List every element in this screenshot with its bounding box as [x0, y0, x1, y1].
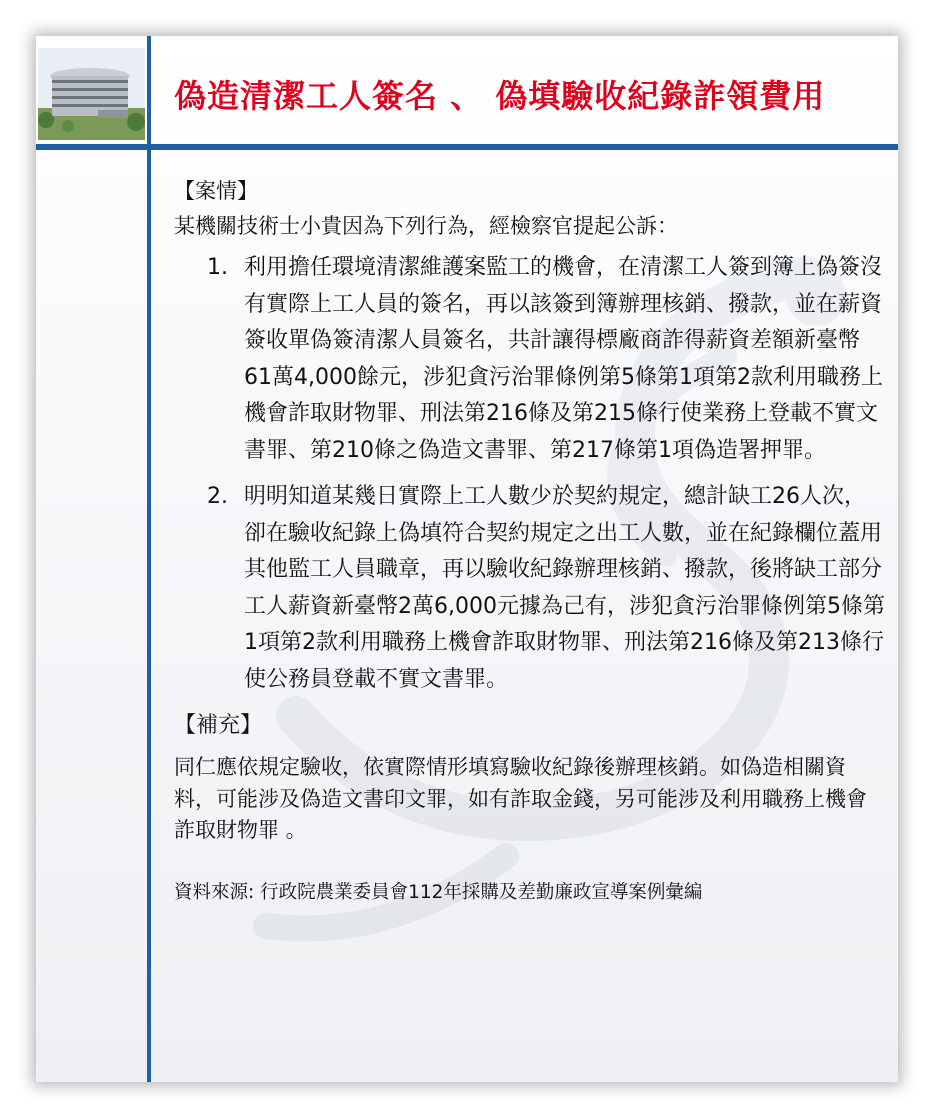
page-title: 偽造清潔工人簽名 、 偽填驗收紀錄詐領費用 — [174, 77, 826, 115]
building-logo — [38, 48, 145, 140]
list-item-number: 1. — [207, 255, 228, 280]
source-citation: 資料來源: 行政院農業委員會112年採購及差勤廉政宣導案例彙編 — [174, 881, 703, 903]
content-body — [174, 174, 886, 907]
document-card — [36, 36, 898, 1082]
case-list — [174, 250, 886, 698]
list-item — [174, 479, 886, 698]
supplement-text: 同仁應依規定驗收，依實際情形填寫驗收紀錄後辦理核銷。如偽造相關資料，可能涉及偽造文書印文罪，如有詐取金錢，另可能涉及利用職務上機會詐取財物罪 。 — [174, 755, 867, 842]
vertical-accent-bar — [147, 36, 151, 1082]
list-item-text: 明明知道某幾日實際上工人數少於契約規定，總計缺工26人次，卻在驗收紀錄上偽填符合契約規定之出工人數，並在紀錄欄位蓋用其他監工人員職章，再以驗收紀錄辦理核銷、撥款，後將缺工部分工人薪資新臺幣2萬6,000元據為己有，涉犯貪污治罪條例第5條第1項第2款利用職務上機會詐取財物罪、刑法第216條及第213條行使公務員登載不實文書罪。 — [244, 484, 885, 692]
case-intro: 某機關技術士小貴因為下列行為，經檢察官提起公訴： — [174, 214, 678, 238]
horizontal-accent-bar — [36, 144, 898, 150]
list-item — [174, 250, 886, 469]
case-heading: 【案情】 — [174, 179, 258, 203]
supplement-heading: 【補充】 — [174, 713, 263, 738]
list-item-number: 2. — [207, 484, 228, 509]
list-item-text: 利用擔任環境清潔維護案監工的機會，在清潔工人簽到簿上偽簽沒有實際上工人員的簽名，再以該簽到簿辦理核銷、撥款，並在薪資簽收單偽簽清潔人員簽名，共計讓得標廠商詐得薪資差額新臺幣61萬4,000餘元，涉犯貪污治罪條例第5條第1項第2款利用職務上機會詐取財物罪、刑法第216條及第215條行使業務上登載不實文書罪、第210條之偽造文書罪、第217條第1項偽造署押罪。 — [244, 255, 883, 463]
